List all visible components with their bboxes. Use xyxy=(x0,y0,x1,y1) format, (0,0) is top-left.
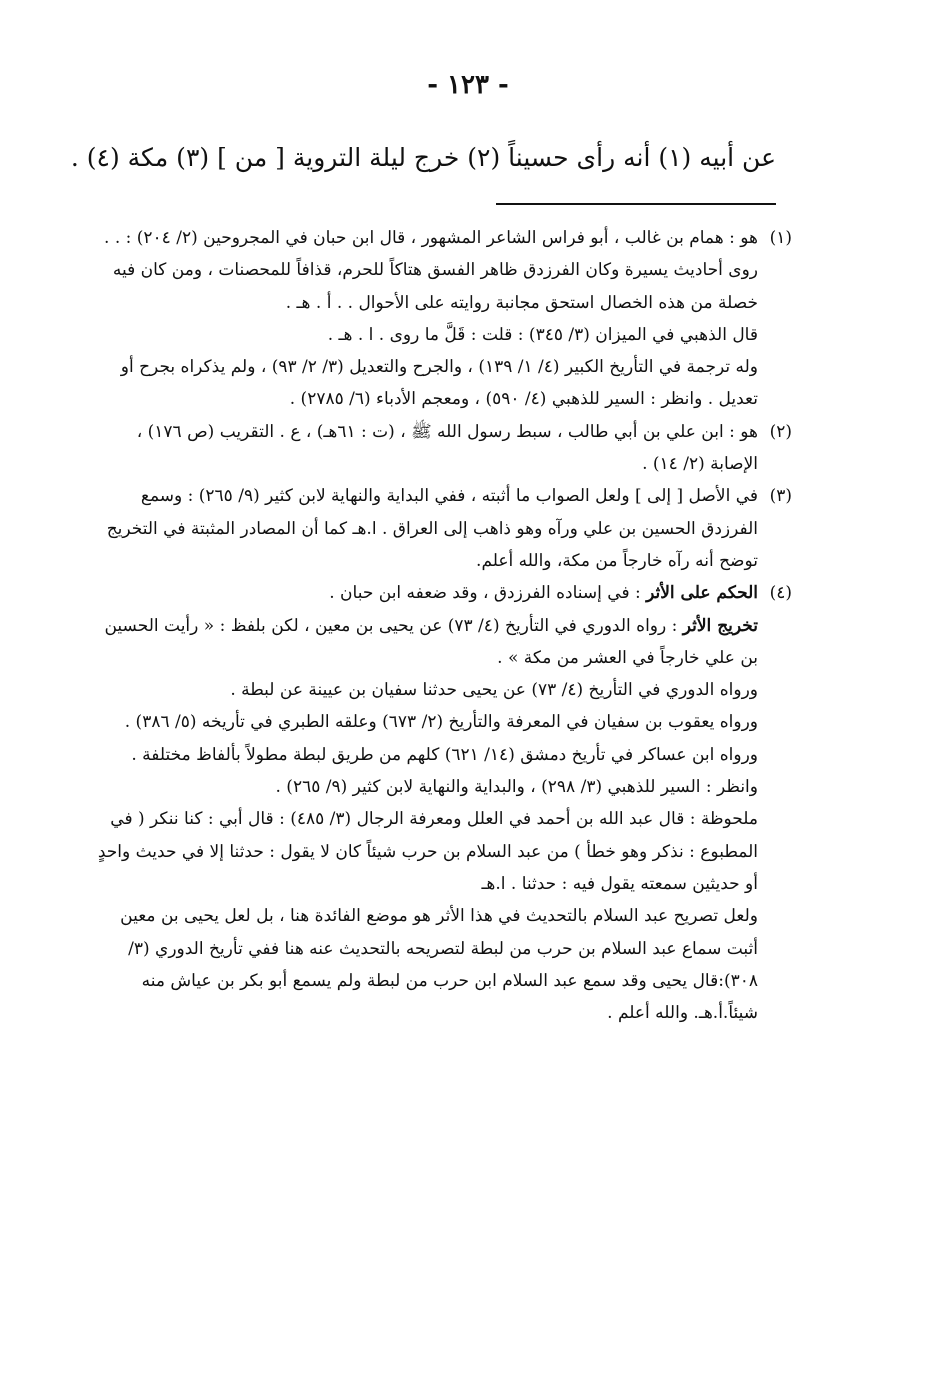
footnote-3 xyxy=(92,480,792,577)
footnote-4-paragraph: وانظر : السير للذهبي (٣/ ٢٩٨) ، والبداية والنهاية لابن كثير (٩/ ٢٦٥) . xyxy=(275,777,758,798)
footnote-3-text: في الأصل [ إلى ] ولعل الصواب ما أثبته ، ففي البداية والنهاية لابن كثير (٩/ ٢٦٥) : وسمع الفرزدق الحسين بن علي ورآه وهو ذاهب إلى العراق . ا.هـ كما أن المصادر المثبتة في التخريج توضح أنه رآه خارجاً من مكة، والله أعلم. xyxy=(106,486,758,571)
footnote-4-paragraph: ولعل تصريح عبد السلام بالتحديث في هذا الأثر هو موضع الفائدة هنا ، بل لعل يحيى بن معين أثبت سماع عبد السلام بن حرب من لبطة لتصريحه بالتحديث عنه هنا ففي تأريخ الدوري (٣/ ٣٠٨):قال يحيى وقد سمع عبد السلام ابن حرب من لبطة ولم يسمع أبو بكر بن عياش منه شيئاً.أ.هـ. والله أعلم . xyxy=(120,906,758,1024)
footnotes xyxy=(92,222,792,1029)
footnote-4-number: (٤) xyxy=(769,583,792,604)
footnote-1-paragraph: وله ترجمة في التأريخ الكبير (٤/ ١/ ١٣٩) ، والجرح والتعديل (٣/ ٢/ ٩٣) ، ولم يذكراه بجرح أو تعديل . وانظر : السير للذهبي (٤/ ٥٩٠) ، ومعجم الأدباء (٦/ ٢٧٨٥) . xyxy=(120,357,758,410)
footnote-separator xyxy=(496,203,776,205)
footnote-4-paragraph: ورواه ابن عساكر في تأريخ دمشق (١٤/ ٦٢١) كلهم من طريق لبطة مطولاً بألفاظ مختلفة . xyxy=(131,744,758,765)
footnote-4-paragraph: ورواه الدوري في التأريخ (٤/ ٧٣) عن يحيى حدثنا سفيان بن عيينة عن لبطة . xyxy=(230,680,758,701)
footnote-2-text: هو : ابن علي بن أبي طالب ، سبط رسول الله ﷺ ، (ت : ٦١هـ) ، ع . التقريب (ص ١٧٦) ، الإصابة (٢/ ١٤) . xyxy=(136,421,758,475)
footnote-4-paragraph: ملحوظة : قال عبد الله بن أحمد في العلل ومعرفة الرجال (٣/ ٤٨٥) : قال أبي : كنا ننكر ( في المطبوع : نذكر وهو خطأ ) من عبد السلام بن حرب شيئاً كان لا يقول : حدثنا إلا في حديث واحدٍ أو حديثين سمعته يقول فيه : حدثنا . ا.هـ xyxy=(97,809,758,894)
footnote-1-paragraph: قال الذهبي في الميزان (٣/ ٣٤٥) : قلت : قَلَّ ما روى . ا . هـ . xyxy=(327,324,758,345)
footnote-4 xyxy=(92,577,792,609)
takhrij-text: : رواه الدوري في التأريخ (٤/ ٧٣) عن يحيى بن معين ، لكن بلفظ : « رأيت الحسين بن علي خارجاً في العشر من مكة » . xyxy=(104,615,758,668)
footnote-4-paragraph: ورواه يعقوب بن سفيان في المعرفة والتأريخ (٢/ ٦٧٣) وعلقه الطبري في تأريخه (٥/ ٣٨٦) . xyxy=(124,712,758,733)
footnote-1-number: (١) xyxy=(769,228,792,248)
takhrij-label: تخريج الأثر xyxy=(682,615,758,636)
page-number: - ١٢٣ - xyxy=(427,70,509,100)
hukm-text: : في إسناده الفرزدق ، وقد ضعفه ابن حبان . xyxy=(329,583,641,604)
footnote-2-number: (٢) xyxy=(769,421,792,442)
footnote-1 xyxy=(92,222,792,319)
hukm-label: الحكم على الأثر xyxy=(646,583,758,604)
footnote-2 xyxy=(92,416,792,481)
footnote-1-text: هو : همام بن غالب ، أبو فراس الشاعر المشهور ، قال ابن حبان في المجروحين (٢/ ٢٠٤) : . . روى أحاديث يسيرة وكان الفرزدق ظاهر الفسق هتاكاً للحرم، قذافاً للمحصنات ، ومن كان فيه خصلة من هذه الخصال استحق مجانبة روايته على الأحوال . . أ . هـ . xyxy=(104,228,758,313)
main-text: عن أبيه (١) أنه رأى حسيناً (٢) خرج ليلة التروية [ من ] (٣) مكة (٤) . xyxy=(70,143,776,172)
takhrij-paragraph xyxy=(92,610,792,675)
footnote-3-number: (٣) xyxy=(769,486,792,507)
